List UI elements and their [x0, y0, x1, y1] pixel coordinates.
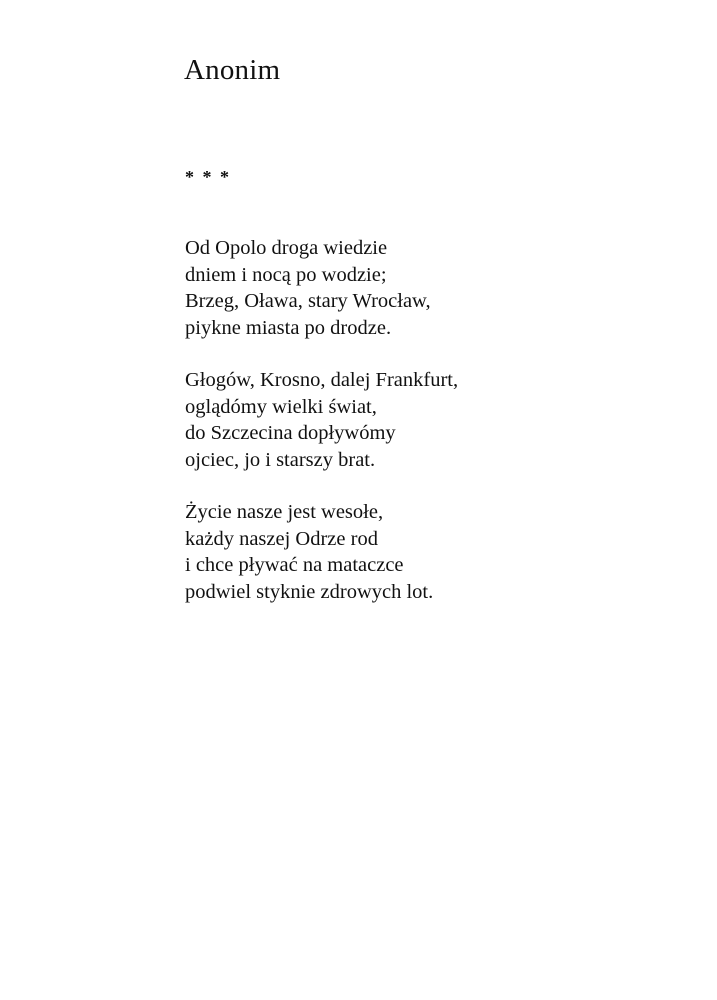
poem-line: Życie nasze jest wesołe,	[185, 501, 384, 523]
poem-line: Głogów, Krosno, dalej Frankfurt,	[185, 369, 459, 391]
poem-line: do Szczecina dopływómy	[185, 422, 396, 444]
poem-line: podwiel styknie zdrowych lot.	[185, 580, 434, 603]
poem-line: Brzeg, Oława, stary Wrocław,	[185, 290, 431, 312]
poem-line: piykne miasta po drodze.	[185, 316, 392, 339]
poem-body	[185, 235, 458, 631]
poem-line: każdy naszej Odrze rod	[185, 527, 378, 550]
poem-line: Od Opolo droga wiedzie	[185, 237, 388, 259]
stanza-3	[185, 499, 458, 605]
poem-line: oglądómy wielki świat,	[185, 395, 377, 418]
poem-line: dniem i nocą po wodzie;	[185, 263, 387, 286]
poem-line: ojciec, jo i starszy brat.	[185, 448, 376, 471]
section-marker: * * *	[185, 167, 231, 187]
poem-line: i chce pływać na mataczce	[185, 554, 404, 576]
poem-author: Anonim	[184, 54, 281, 86]
stanza-2	[185, 367, 458, 473]
stanza-1	[185, 235, 458, 341]
